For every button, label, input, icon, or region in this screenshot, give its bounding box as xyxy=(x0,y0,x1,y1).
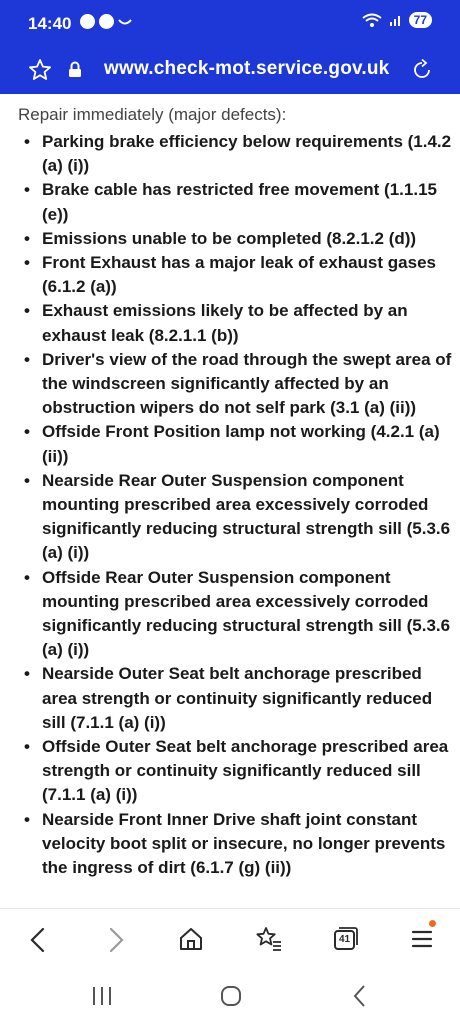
defect-item xyxy=(22,420,452,468)
bullet: • xyxy=(24,809,30,829)
defect-item xyxy=(22,735,452,808)
defect-list xyxy=(22,130,452,880)
bullet: • xyxy=(24,228,30,248)
back-icon[interactable] xyxy=(26,926,50,954)
tab-count: 41 xyxy=(338,934,351,945)
browser-url-bar[interactable] xyxy=(0,46,460,94)
battery-indicator: 77 xyxy=(409,12,432,28)
defect-item xyxy=(22,299,452,347)
bullet: • xyxy=(24,349,30,369)
system-nav-bar xyxy=(0,970,460,1024)
bullet: • xyxy=(24,470,30,490)
menu-notification-dot xyxy=(429,920,436,927)
defect-text: Brake cable has restricted free movement (1.1.15 (e)) xyxy=(42,180,437,224)
defect-item xyxy=(22,566,452,663)
home-icon[interactable] xyxy=(178,926,204,952)
status-bar xyxy=(0,0,460,46)
defect-item xyxy=(22,178,452,226)
missed-call-icon xyxy=(118,17,132,27)
defect-item xyxy=(22,227,452,251)
notification-icons xyxy=(80,14,132,29)
defect-text: Driver's view of the road through the swept area of the windscreen significantly affected by an obstruction wipers do not self park (3.1 (a) (ii)) xyxy=(42,349,452,418)
reload-icon[interactable] xyxy=(410,58,434,82)
defect-text: Front Exhaust has a major leak of exhaust gases (6.1.2 (a)) xyxy=(42,253,436,297)
url-text[interactable]: www.check-mot.service.gov.uk xyxy=(104,58,390,79)
defect-item xyxy=(22,348,452,421)
messenger-icon xyxy=(80,14,95,29)
bullet: • xyxy=(24,180,30,200)
section-heading: Repair immediately (major defects): xyxy=(18,105,287,124)
bullet: • xyxy=(24,664,30,684)
bullet: • xyxy=(24,567,30,587)
defect-text: Nearside Outer Seat belt anchorage prescribed area strength or continuity significantly reduced sill (7.1.1 (a) (i)) xyxy=(42,664,433,732)
bullet: • xyxy=(24,422,30,442)
wifi-icon xyxy=(361,12,383,28)
defect-text: Nearside Front Inner Drive shaft joint constant velocity boot split or insecure, no longer prevents the ingress of dirt (6.1.7 (g) (ii)) xyxy=(42,809,446,878)
defect-text: Offside Outer Seat belt anchorage prescribed area strength or continuity significantly reduced sill (7.1.1 (a) (i)) xyxy=(42,737,449,805)
bullet: • xyxy=(24,132,30,151)
defect-item xyxy=(22,662,452,735)
defect-text: Nearside Rear Outer Suspension component mounting prescribed area excessively corroded significantly reducing structural strength sill (5.3.6 (a) (i)) xyxy=(42,470,451,563)
page-content xyxy=(0,94,460,908)
messenger-icon-2 xyxy=(99,14,114,29)
browser-bottom-nav xyxy=(0,908,460,971)
bullet: • xyxy=(24,737,30,757)
defect-text: Parking brake efficiency below requirements (1.4.2 (a) (i)) xyxy=(42,132,452,176)
bullet: • xyxy=(24,253,30,273)
defect-text: Exhaust emissions likely to be affected by an exhaust leak (8.2.1.1 (b)) xyxy=(42,301,408,345)
defect-item xyxy=(22,808,452,881)
defect-item xyxy=(22,469,452,566)
bookmark-star-icon[interactable] xyxy=(28,58,52,82)
lock-icon[interactable] xyxy=(68,61,82,78)
tabs-icon[interactable] xyxy=(333,926,359,952)
status-time: 14:40 xyxy=(28,14,72,33)
defect-text: Offside Rear Outer Suspension component mounting prescribed area excessively corroded significantly reducing structural strength sill (5.3.6 (a) (i)) xyxy=(42,567,451,660)
menu-icon[interactable] xyxy=(410,926,434,952)
home-button-icon[interactable] xyxy=(219,984,243,1008)
signal-icon xyxy=(389,13,403,27)
back-button-icon[interactable] xyxy=(350,984,370,1008)
defect-item xyxy=(22,251,452,299)
status-indicators xyxy=(361,12,432,28)
bookmarks-icon[interactable] xyxy=(255,925,283,953)
defect-item xyxy=(22,130,452,178)
forward-icon[interactable] xyxy=(104,926,128,954)
defect-text: Offside Front Position lamp not working (4.2.1 (a) (ii)) xyxy=(42,422,440,466)
recent-apps-icon[interactable] xyxy=(90,985,114,1007)
defect-text: Emissions unable to be completed (8.2.1.2 (d)) xyxy=(42,228,417,248)
bullet: • xyxy=(24,301,30,321)
